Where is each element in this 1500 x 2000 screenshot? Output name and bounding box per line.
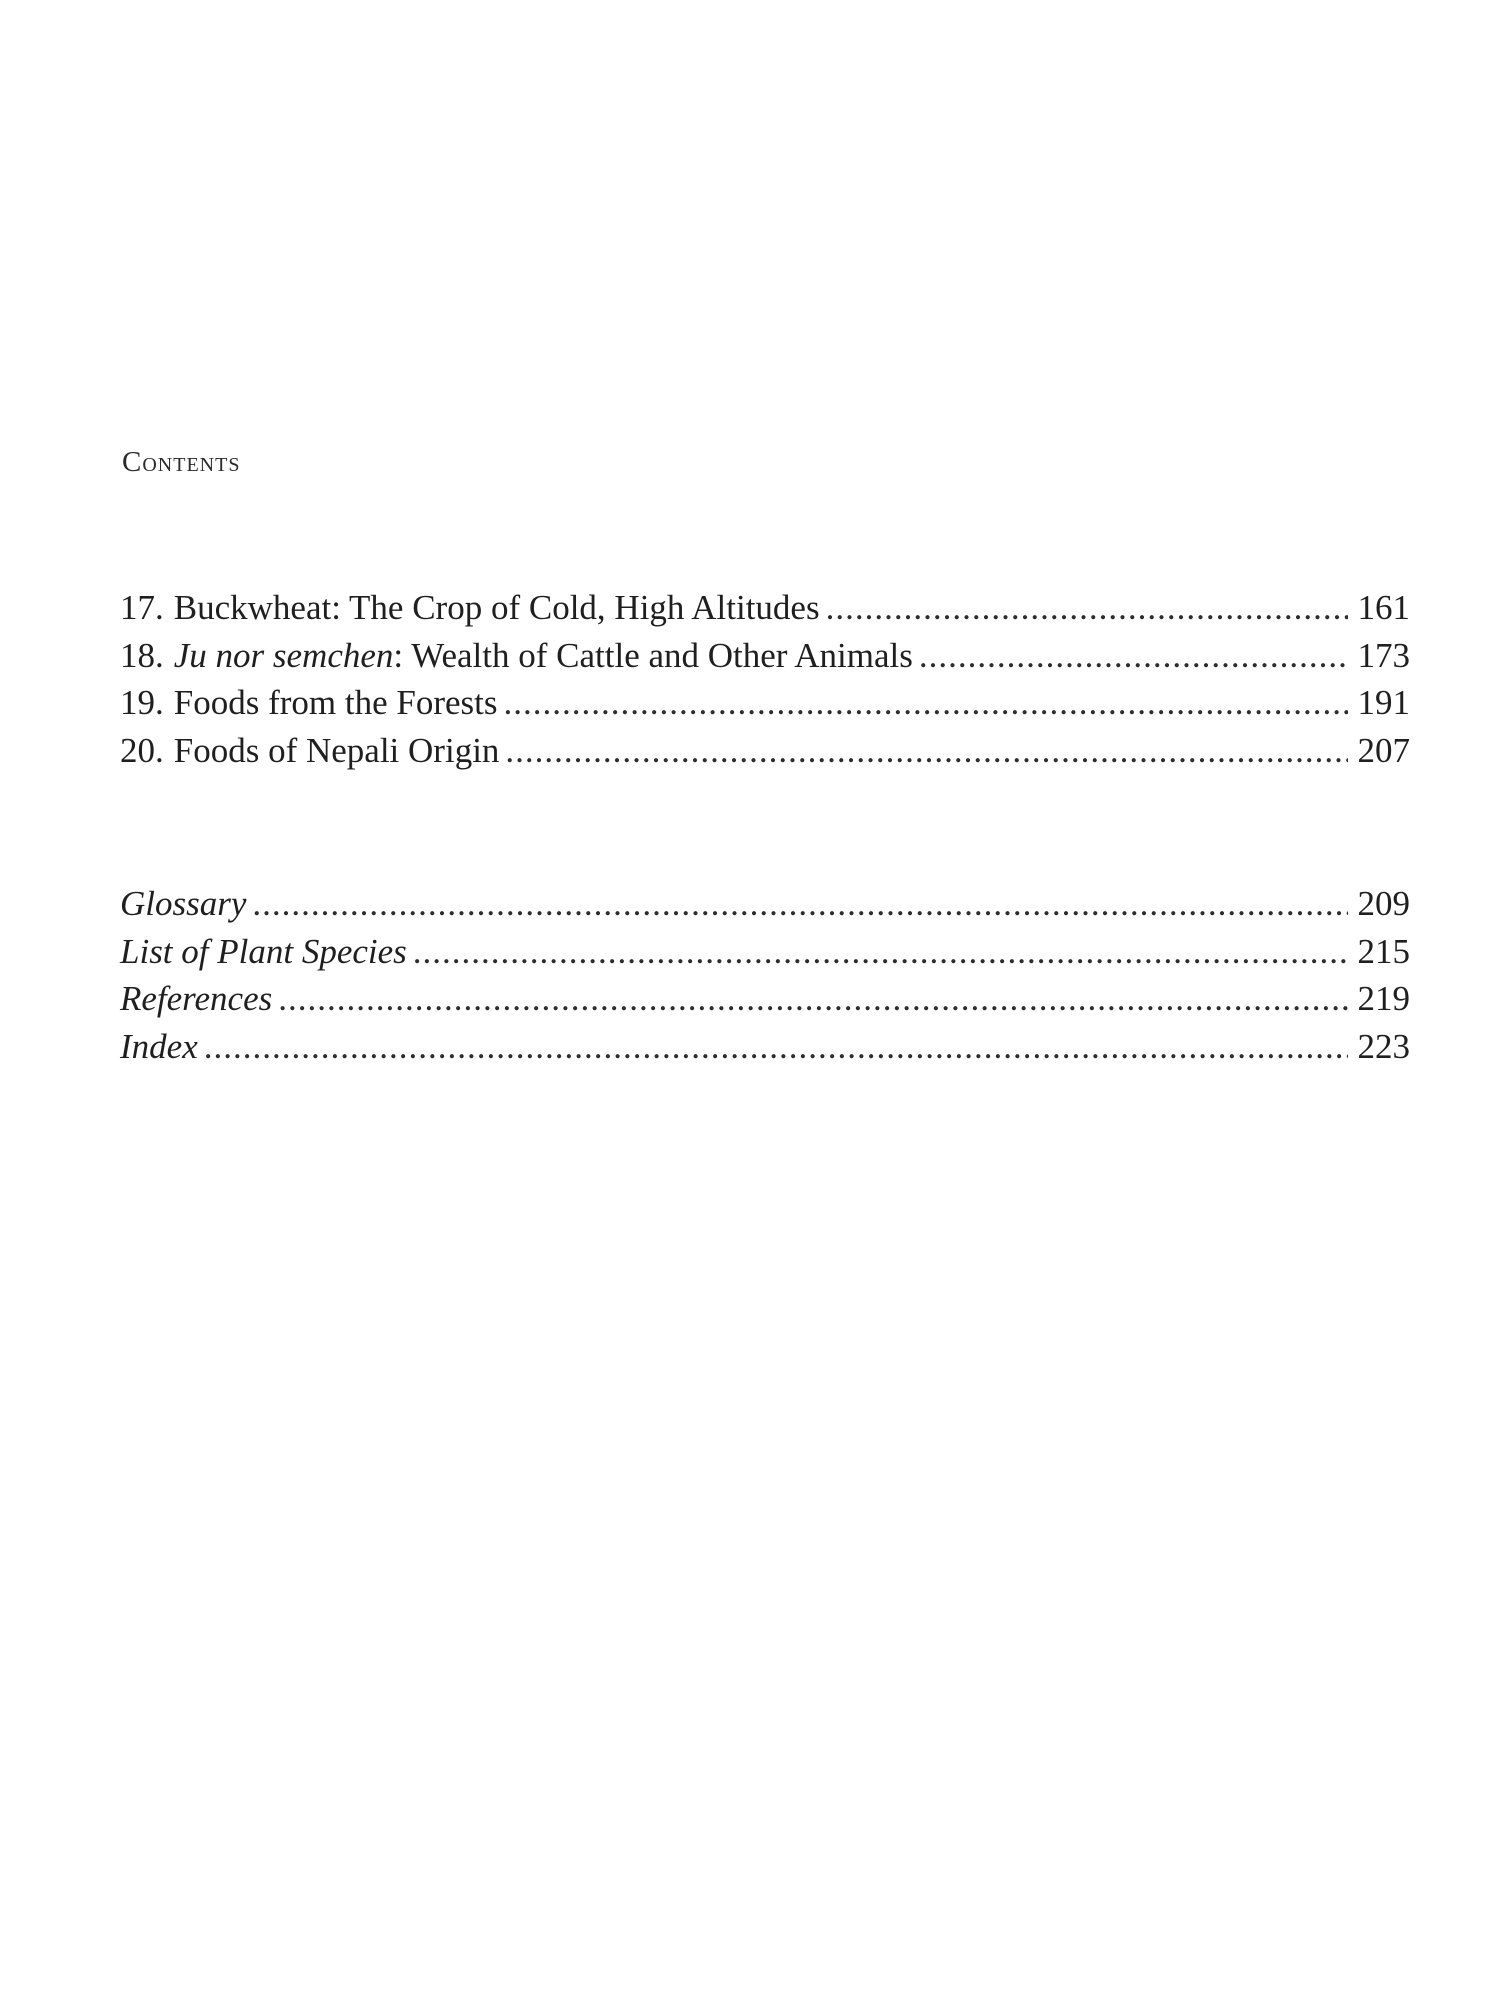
dot-leader xyxy=(413,928,1348,976)
page-number: 191 xyxy=(1357,683,1410,722)
page-number: 207 xyxy=(1357,730,1410,770)
dot-leader xyxy=(826,584,1348,632)
toc-entry-index xyxy=(120,1023,1410,1071)
dot-leader xyxy=(278,975,1348,1023)
chapter-number: 20. xyxy=(120,730,164,770)
chapter-title-text: : Wealth of Cattle and Other Animals xyxy=(393,635,913,675)
page-number: 223 xyxy=(1357,1026,1410,1066)
chapter-title xyxy=(174,679,498,727)
chapter-title-italic: Ju nor semchen xyxy=(173,635,394,675)
toc-entry-references xyxy=(120,975,1410,1023)
chapter-title xyxy=(174,632,913,680)
dot-leader xyxy=(505,727,1348,775)
page-number: 161 xyxy=(1357,588,1410,627)
dot-leader xyxy=(504,679,1349,727)
back-matter-title: List of Plant Species xyxy=(120,931,407,971)
chapter-title-text: Foods from the Forests xyxy=(173,683,498,722)
chapter-list xyxy=(120,584,1410,774)
toc-entry-chapter-19 xyxy=(120,679,1410,727)
back-matter-list xyxy=(120,880,1410,1070)
page-number: 209 xyxy=(1357,884,1410,923)
back-matter-title: References xyxy=(120,979,273,1018)
back-matter-title: Glossary xyxy=(120,884,247,923)
dot-leader xyxy=(252,880,1348,928)
chapter-title-text: Buckwheat: The Crop of Cold, High Altitudes xyxy=(173,588,820,627)
page-number: 215 xyxy=(1357,931,1410,971)
toc-entry-glossary xyxy=(120,880,1410,928)
page-number: 219 xyxy=(1357,979,1410,1018)
running-head: Contents xyxy=(122,446,241,478)
dot-leader xyxy=(919,632,1348,680)
chapter-number: 18. xyxy=(120,635,164,675)
chapter-number: 19. xyxy=(120,683,164,722)
toc-entry-chapter-20 xyxy=(120,727,1410,775)
dot-leader xyxy=(204,1023,1348,1071)
chapter-title-text: Foods of Nepali Origin xyxy=(173,730,500,770)
chapter-title xyxy=(174,584,820,632)
back-matter-title: Index xyxy=(120,1026,198,1066)
toc-entry-plant-species xyxy=(120,928,1410,976)
toc-entry-chapter-17 xyxy=(120,584,1410,632)
chapter-title xyxy=(174,727,500,775)
chapter-number: 17. xyxy=(120,588,164,627)
page-number: 173 xyxy=(1357,635,1410,675)
toc-entry-chapter-18 xyxy=(120,632,1410,680)
